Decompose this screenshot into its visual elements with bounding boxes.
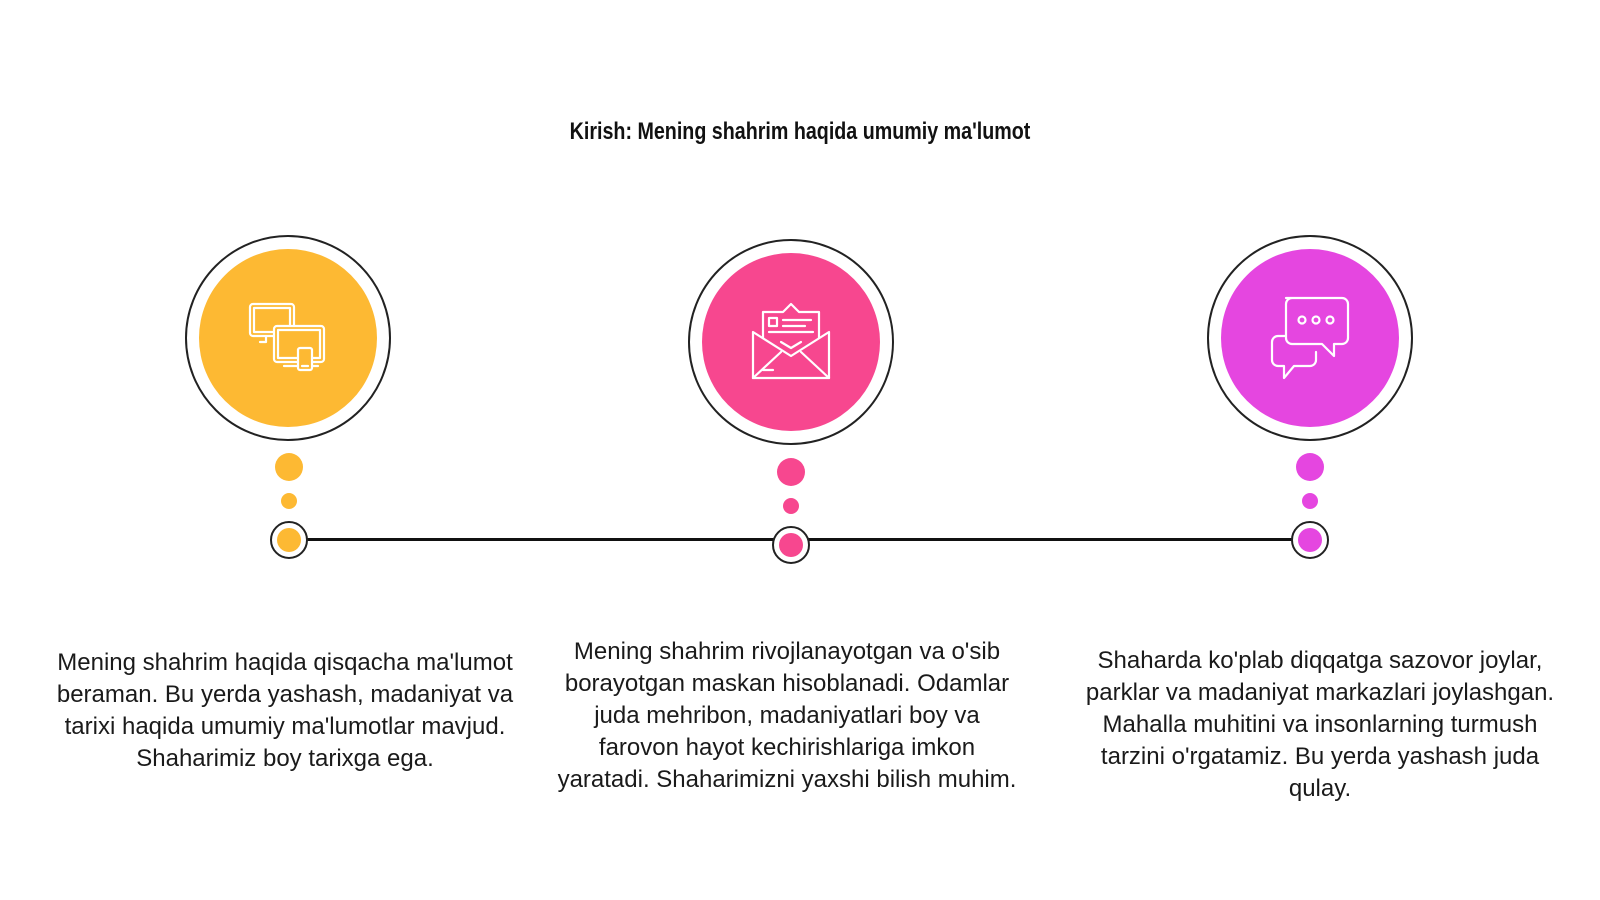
- step-1-circle: [199, 249, 377, 427]
- step-3-node: [1291, 521, 1329, 559]
- mail-envelope-icon: [743, 294, 839, 390]
- step-1-node: [270, 521, 308, 559]
- step-2-connector-dot-large: [777, 458, 805, 486]
- devices-icon: [240, 290, 336, 386]
- step-2-connector-dot-small: [783, 498, 799, 514]
- step-2-node: [772, 526, 810, 564]
- page-title: Kirish: Mening shahrim haqida umumiy ma'lumot: [569, 118, 1031, 145]
- step-2-ring: [688, 239, 894, 445]
- step-3-ring: [1207, 235, 1413, 441]
- step-2-circle: [702, 253, 880, 431]
- step-1-connector-dot-small: [281, 493, 297, 509]
- step-1-description: Mening shahrim haqida qisqacha ma'lumot beraman. Bu yerda yashash, madaniyat va tarixi haqida umumiy ma'lumotlar mavjud. Shaharimiz boy tarixga ega.: [56, 649, 514, 772]
- step-1-ring: [185, 235, 391, 441]
- chat-bubbles-icon: [1262, 290, 1358, 386]
- step-2-description: Mening shahrim rivojlanayotgan va o'sib borayotgan maskan hisoblanadi. Odamlar juda mehribon, madaniyatlari boy va farovon hayot kechirishlariga imkon yaratadi. Shaharimizni yaxshi bilish muhim.: [557, 638, 1017, 793]
- step-1-connector-dot-large: [275, 453, 303, 481]
- step-3-description: Shaharda ko'plab diqqatga sazovor joylar, parklar va madaniyat markazlari joylashgan. Mahalla muhitini va insonlarning turmush tarzini o'rgatamiz. Bu yerda yashash juda qulay.: [1085, 647, 1555, 802]
- step-3-connector-dot-small: [1302, 493, 1318, 509]
- step-3-connector-dot-large: [1296, 453, 1324, 481]
- step-3-circle: [1221, 249, 1399, 427]
